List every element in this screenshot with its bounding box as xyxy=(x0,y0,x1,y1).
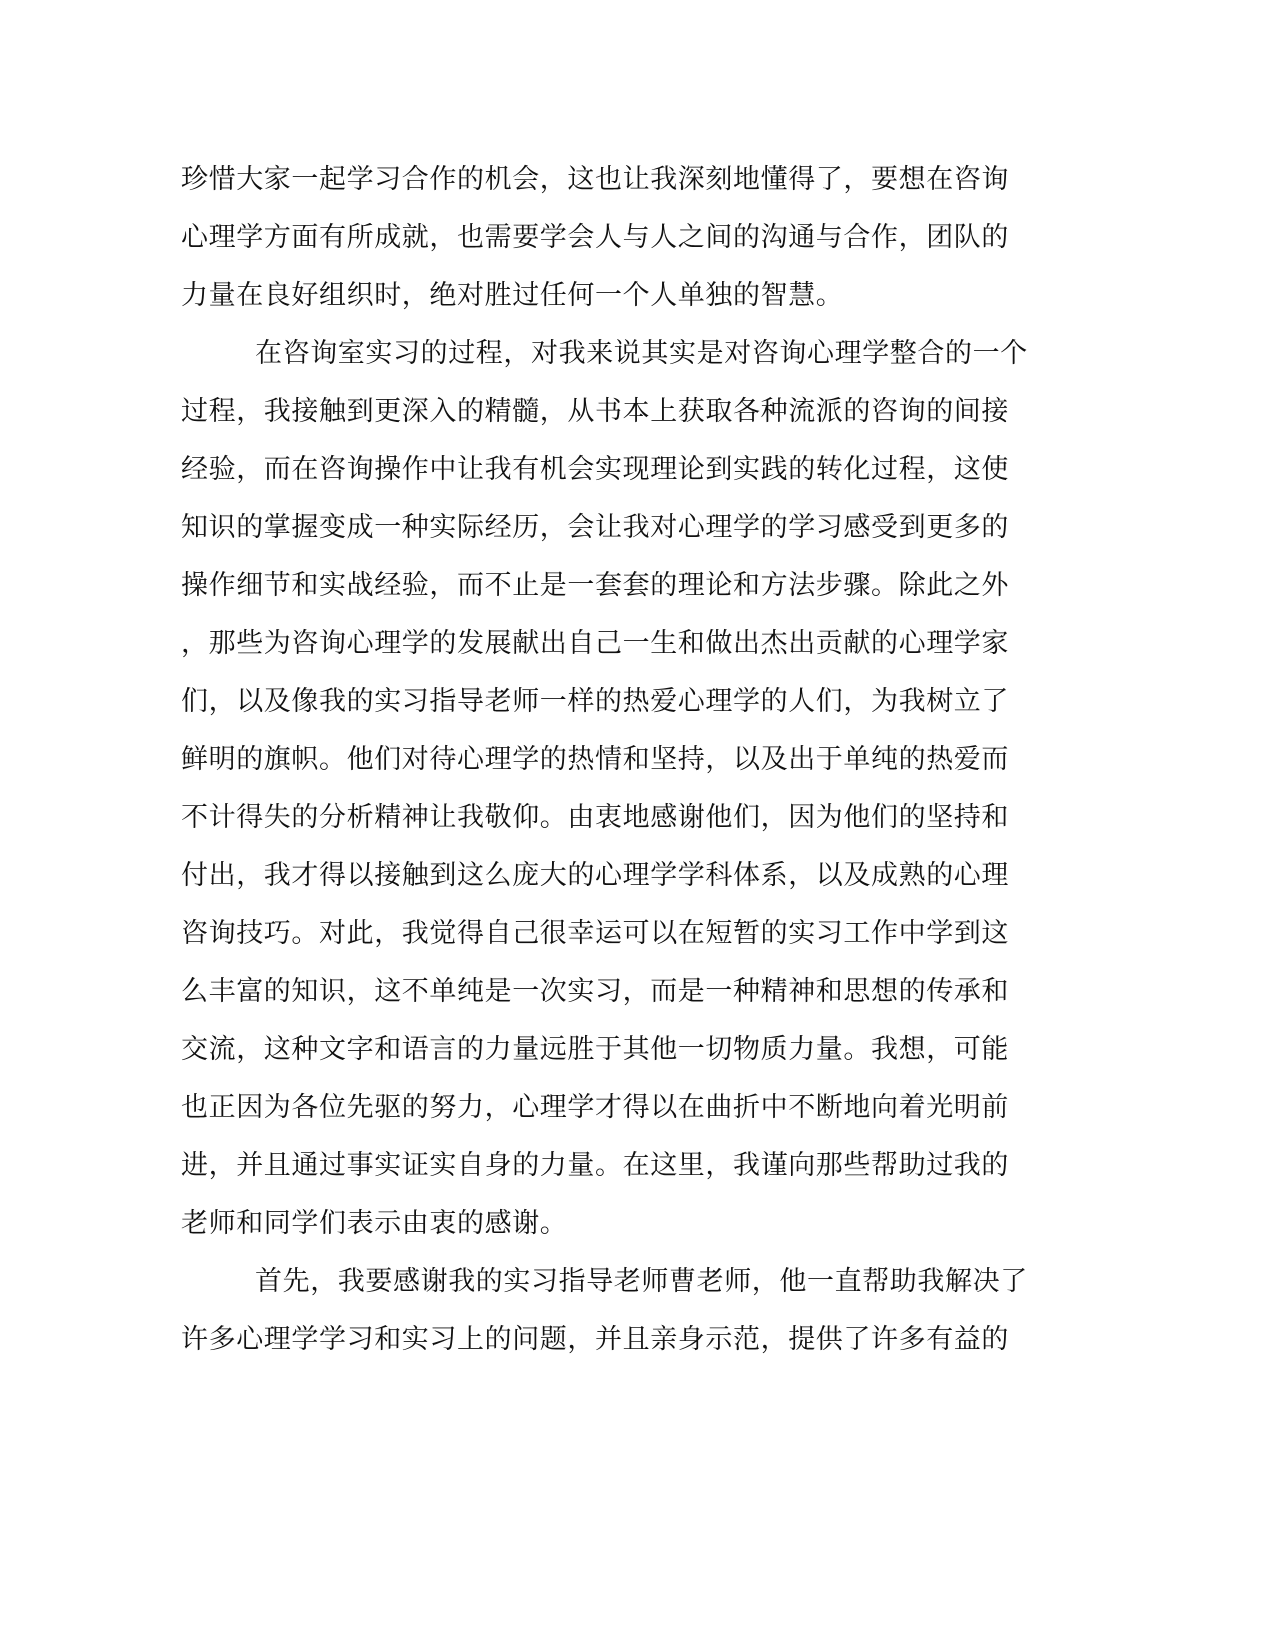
text-line: 老师和同学们表示由衷的感谢。 xyxy=(181,1208,568,1239)
text-line: 付出，我才得以接触到这么庞大的心理学学科体系，以及成熟的心理 xyxy=(181,860,1009,891)
text-line: 在咨询室实习的过程，对我来说其实是对咨询心理学整合的一个 xyxy=(255,338,1028,369)
text-line: 力量在良好组织时，绝对胜过任何一个人单独的智慧。 xyxy=(181,280,844,311)
text-line: 也正因为各位先驱的努力，心理学才得以在曲折中不断地向着光明前 xyxy=(181,1092,1009,1123)
text-line: 不计得失的分析精神让我敬仰。由衷地感谢他们，因为他们的坚持和 xyxy=(181,802,1009,833)
text-line: 鲜明的旗帜。他们对待心理学的热情和坚持，以及出于单纯的热爱而 xyxy=(181,744,1009,775)
text-line: 咨询技巧。对此，我觉得自己很幸运可以在短暂的实习工作中学到这 xyxy=(181,918,1009,949)
text-line: 心理学方面有所成就，也需要学会人与人之间的沟通与合作，团队的 xyxy=(181,222,1009,253)
text-line: 进，并且通过事实证实自身的力量。在这里，我谨向那些帮助过我的 xyxy=(181,1150,1009,1181)
text-line: 过程，我接触到更深入的精髓，从书本上获取各种流派的咨询的间接 xyxy=(181,396,1009,427)
text-line: 么丰富的知识，这不单纯是一次实习，而是一种精神和思想的传承和 xyxy=(181,976,1009,1007)
text-line: 操作细节和实战经验，而不止是一套套的理论和方法步骤。除此之外 xyxy=(181,570,1009,601)
text-line: 们，以及像我的实习指导老师一样的热爱心理学的人们，为我树立了 xyxy=(181,686,1009,717)
text-line: 经验，而在咨询操作中让我有机会实现理论到实践的转化过程，这使 xyxy=(181,454,1009,485)
text-line: ，那些为咨询心理学的发展献出自己一生和做出杰出贡献的心理学家 xyxy=(181,628,1009,659)
text-line: 首先，我要感谢我的实习指导老师曹老师，他一直帮助我解决了 xyxy=(255,1266,1028,1297)
text-line: 许多心理学学习和实习上的问题，并且亲身示范，提供了许多有益的 xyxy=(181,1324,1009,1355)
text-line: 交流，这种文字和语言的力量远胜于其他一切物质力量。我想，可能 xyxy=(181,1034,1009,1065)
text-line: 珍惜大家一起学习合作的机会，这也让我深刻地懂得了，要想在咨询 xyxy=(181,164,1009,195)
text-line: 知识的掌握变成一种实际经历，会让我对心理学的学习感受到更多的 xyxy=(181,512,1009,543)
